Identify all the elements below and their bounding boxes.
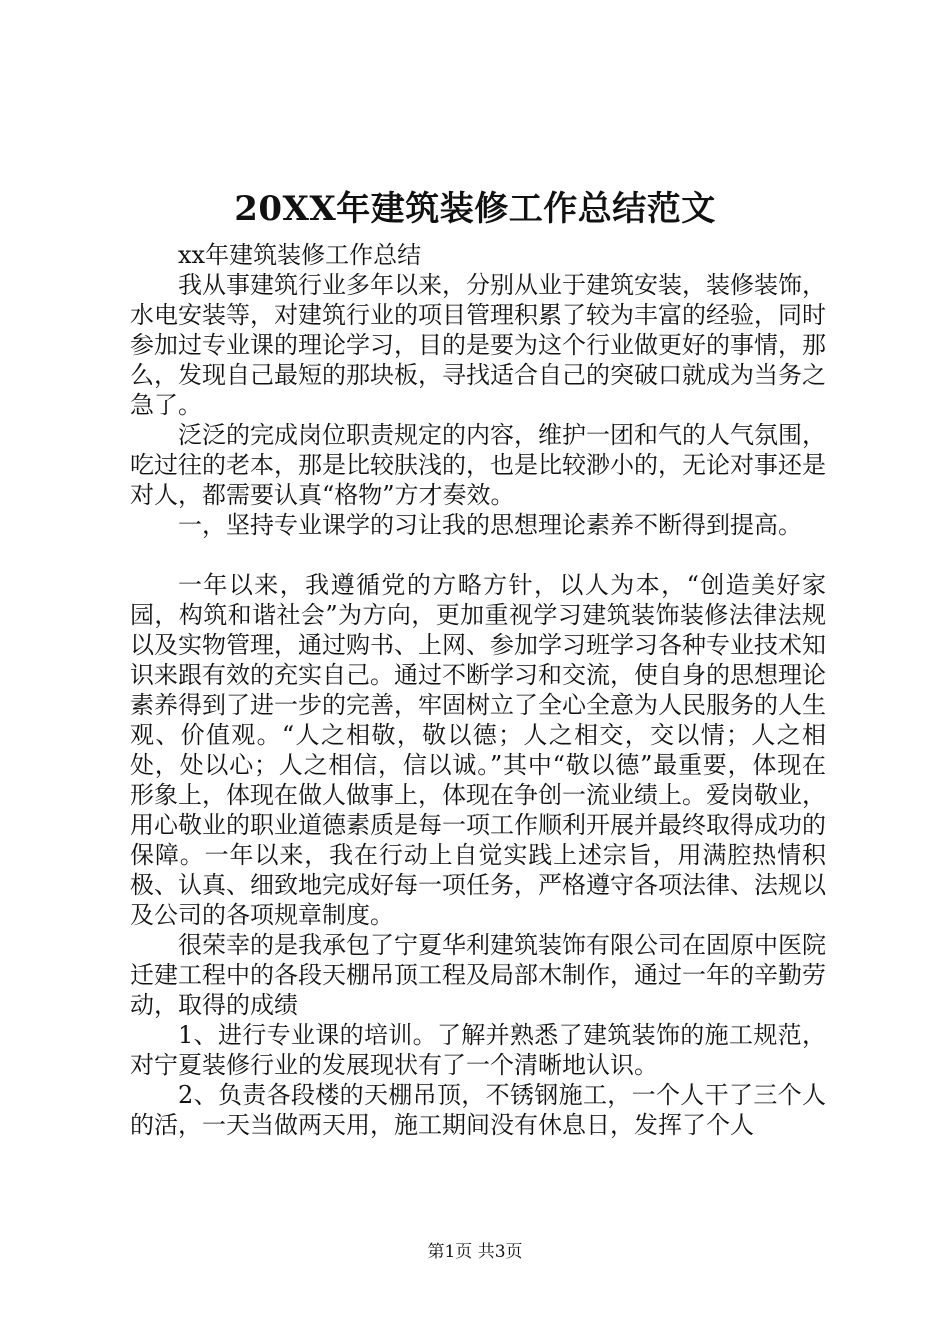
section-heading: 一，坚持专业课学的习让我的思想理论素养不断得到提高。 [178,511,802,539]
body-paragraph: 泛泛的完成岗位职责规定的内容，维护一团和气的人气氛围，吃过往的老本，那是比较肤浅的，也是比较渺小的，无论对事还是对人，都需要认真“格物”方才奏效。 [130,421,826,509]
document-body [130,240,826,1140]
page-footer: 第1页 共3页 [427,1242,523,1262]
subtitle-paragraph: xx年建筑装修工作总结 [178,241,422,269]
list-item: 2、负责各段楼的天棚吊顶，不锈钢施工，一个人干了三个人的活，一天当做两天用，施工期间没有休息日，发挥了个人 [130,1081,826,1139]
body-paragraph: 很荣幸的是我承包了宁夏华利建筑装饰有限公司在固原中医院迁建工程中的各段天棚吊顶工程及局部木制作，通过一年的辛勤劳动，取得的成绩 [130,931,826,1019]
list-item: 1、进行专业课的培训。了解并熟悉了建筑装饰的施工规范，对宁夏装修行业的发展现状有了一个清晰地认识。 [130,1021,826,1079]
body-paragraph: 一年以来，我遵循党的方略方针，以人为本，“创造美好家园，构筑和谐社会”为方向，更加重视学习建筑装饰装修法律法规以及实物管理，通过购书、上网、参加学习班学习各种专业技术知识来跟有效的充实自己。通过不断学习和交流，使自身的思想理论素养得到了进一步的完善，牢固树立了全心全意为人民服务的人生观、价值观。“人之相敬，敬以德；人之相交，交以情；人之相处，处以心；人之相信，信以诚。”其中“敬以德”最重要，体现在形象上，体现在做人做事上，体现在争创一流业绩上。爱岗敬业，用心敬业的职业道德素质是每一项工作顺利开展并最终取得成功的保障。一年以来，我在行动上自觉实践上述宗旨，用满腔热情积极、认真、细致地完成好每一项任务，严格遵守各项法律、法规以及公司的各项规章制度。 [130,571,826,929]
document-title: 20XX年建筑装修工作总结范文 [234,189,716,229]
blank-line [130,540,826,570]
body-paragraph: 我从事建筑行业多年以来，分别从业于建筑安装，装修装饰，水电安装等，对建筑行业的项目管理积累了较为丰富的经验，同时参加过专业课的理论学习，目的是要为这个行业做更好的事情，那么，发现自己最短的那块板，寻找适合自己的突破口就成为当务之急了。 [130,271,826,419]
